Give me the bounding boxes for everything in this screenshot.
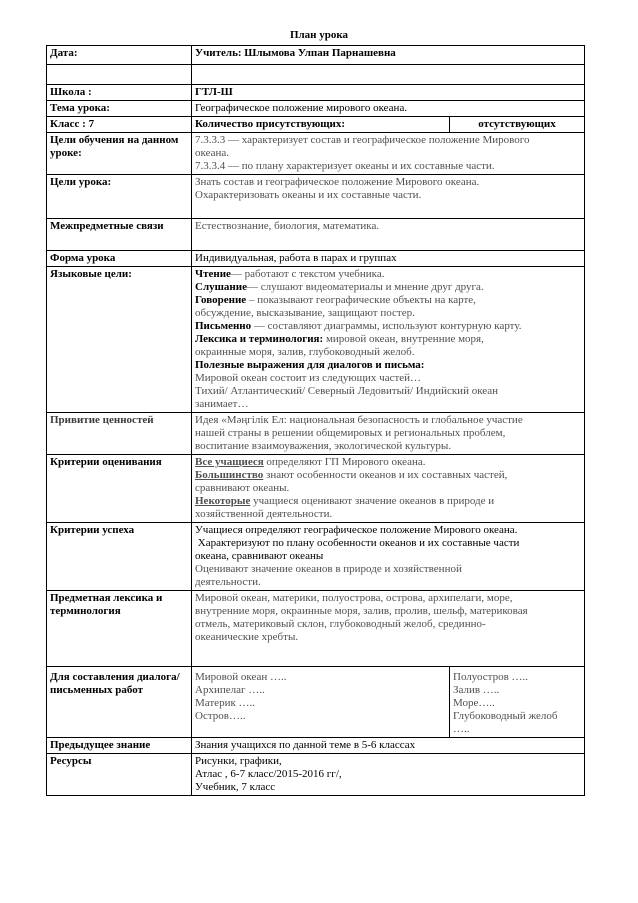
previous-value: Знания учащихся по данной теме в 5-6 классах: [192, 738, 585, 754]
row-assessment: [47, 455, 585, 523]
phrases-heading: Полезные выражения для диалогов и письма:: [195, 359, 425, 371]
row-topic: [47, 101, 585, 117]
lesson-goal-line: Охарактеризовать океаны и их составные части.: [195, 189, 422, 201]
success-value: [192, 523, 585, 591]
lexis-line: Лексика и терминология: мировой океан, внутренние моря,: [195, 333, 484, 345]
interdisciplinary-label: Межпредметные связи: [47, 219, 192, 251]
language-goals-label: Языковые цели:: [47, 267, 192, 413]
previous-label: Предыдущее знание: [47, 738, 192, 754]
row-lesson-form: [47, 251, 585, 267]
spacer-right: [192, 65, 585, 85]
resource-line: Учебник, 7 класс: [195, 781, 276, 793]
success-line: Характеризуют по плану особенности океанов и их составные части: [195, 537, 520, 549]
phrase-line: занимает…: [195, 398, 249, 410]
dialogue-left: [192, 667, 450, 738]
dialogue-item: Море…..: [453, 697, 495, 709]
present-label: Количество присутствующих:: [192, 117, 450, 133]
assessment-all-line: Все учащиеся определяют ГП Мирового океана.: [195, 456, 426, 468]
topic-label: Тема урока:: [47, 101, 192, 117]
terminology-line: отмель, материковый склон, глубоководный желоб, срединно-: [195, 618, 486, 630]
speaking-line: Говорение – показывают географические объекты на карте,: [195, 294, 476, 306]
assessment-some-line-2: хозяйственной деятельности.: [195, 508, 333, 520]
lesson-form-value: Индивидуальная, работа в парах и группах: [192, 251, 585, 267]
lesson-plan-table: [46, 45, 585, 796]
learning-goals-value: [192, 133, 585, 175]
values-label: Привитие ценностей: [47, 413, 192, 455]
resource-line: Атлас , 6-7 класс/2015-2016 гг/,: [195, 768, 342, 780]
phrase-line: Тихий/ Атлантический/ Северный Ледовитый/ Индийский океан: [195, 385, 499, 397]
resources-value: [192, 754, 585, 796]
school-label: Школа :: [47, 85, 192, 101]
dialogue-item: Остров…..: [195, 710, 246, 722]
absent-label: отсутствующих: [450, 117, 585, 133]
row-class: [47, 117, 585, 133]
row-language-goals: [47, 267, 585, 413]
assessment-label: Критерии оценивания: [47, 455, 192, 523]
dialogue-right: [450, 667, 585, 738]
lesson-goal-line: Знать состав и географическое положение Мирового океана.: [195, 176, 480, 188]
writing-line: Письменно — составляют диаграммы, используют контурную карту.: [195, 320, 522, 332]
learning-goal-line: океана.: [195, 147, 229, 159]
reading-line: Чтение— работают с текстом учебника.: [195, 268, 385, 280]
terminology-line: внутренние моря, окраинные моря, залив, пролив, шельф, материковая: [195, 605, 528, 617]
school-value: ГТЛ-Ш: [192, 85, 585, 101]
lesson-goals-value: [192, 175, 585, 219]
row-lesson-goals: [47, 175, 585, 219]
learning-goals-label: Цели обучения на данном уроке:: [47, 133, 192, 175]
assessment-most-line-2: сравнивают океаны.: [195, 482, 290, 494]
learning-goal-line: 7.3.3.4 — по плану характеризует океаны и их составные части.: [195, 160, 495, 172]
values-value: [192, 413, 585, 455]
dialogue-item: Глубоководный желоб: [453, 710, 558, 722]
row-dialogue: [47, 667, 585, 738]
page-title: План урока: [289, 29, 349, 41]
class-label: Класс : 7: [47, 117, 192, 133]
language-goals-value: [192, 267, 585, 413]
row-values: [47, 413, 585, 455]
row-resources: [47, 754, 585, 796]
dialogue-item: Мировой океан …..: [195, 671, 287, 683]
success-label: Критерии успеха: [47, 523, 192, 591]
row-spacer: [47, 65, 585, 85]
success-line: океана, сравнивают океаны: [195, 550, 324, 562]
row-previous: [47, 738, 585, 754]
row-interdisciplinary: [47, 219, 585, 251]
interdisciplinary-value: Естествознание, биология, математика.: [192, 219, 585, 251]
assessment-some-line: Некоторые учащиеся оценивают значение океанов в природе и: [195, 495, 495, 507]
topic-value: Географическое положение мирового океана.: [192, 101, 585, 117]
assessment-most-line: Большинство знают особенности океанов и их составных частей,: [195, 469, 508, 481]
learning-goal-line: 7.3.3.3 — характеризует состав и географическое положение Мирового: [195, 134, 530, 146]
row-terminology: [47, 591, 585, 667]
lesson-goals-label: Цели урока:: [47, 175, 192, 219]
success-line: Оценивают значение океанов в природе и хозяйственной: [195, 563, 462, 575]
row-school: [47, 85, 585, 101]
terminology-label: Предметная лексика и терминология: [47, 591, 192, 667]
row-success: [47, 523, 585, 591]
dialogue-item: Архипелаг …..: [195, 684, 265, 696]
terminology-value: [192, 591, 585, 667]
spacer-left: [47, 65, 192, 85]
lexis-line-2: окраинные моря, залив, глубоководный желоб.: [195, 346, 415, 358]
values-line: нашей страны в решении общемировых и региональных проблем,: [195, 427, 506, 439]
lesson-form-label: Форма урока: [47, 251, 192, 267]
phrase-line: Мировой океан состоит из следующих частей…: [195, 372, 422, 384]
dialogue-item: …..: [453, 723, 470, 735]
teacher-value: Учитель: Шлымова Улпан Парнашевна: [192, 46, 585, 65]
success-line: Учащиеся определяют географическое положение Мирового океана.: [195, 524, 518, 536]
success-line: деятельности.: [195, 576, 261, 588]
values-line: Идея «Мәңгілік Ел: национальная безопасность и глобальное участие: [195, 414, 523, 426]
listening-line: Слушание— слушают видеоматериалы и мнение друг друга.: [195, 281, 484, 293]
terminology-line: океанические хребты.: [195, 631, 299, 643]
resource-line: Рисунки, графики,: [195, 755, 282, 767]
terminology-line: Мировой океан, материки, полуострова, острова, архипелаги, море,: [195, 592, 513, 604]
values-line: воспитание взаимоуважения, экологической культуры.: [195, 440, 452, 452]
row-date: [47, 46, 585, 65]
date-label: Дата:: [47, 46, 192, 65]
dialogue-label: Для составления диалога/ письменных работ: [47, 667, 192, 738]
dialogue-item: Материк …..: [195, 697, 256, 709]
dialogue-item: Полуостров …..: [453, 671, 529, 683]
dialogue-item: Залив …..: [453, 684, 500, 696]
row-learning-goals: [47, 133, 585, 175]
resources-label: Ресурсы: [47, 754, 192, 796]
speaking-line-2: обсуждение, высказывание, защищают постер.: [195, 307, 415, 319]
assessment-value: [192, 455, 585, 523]
